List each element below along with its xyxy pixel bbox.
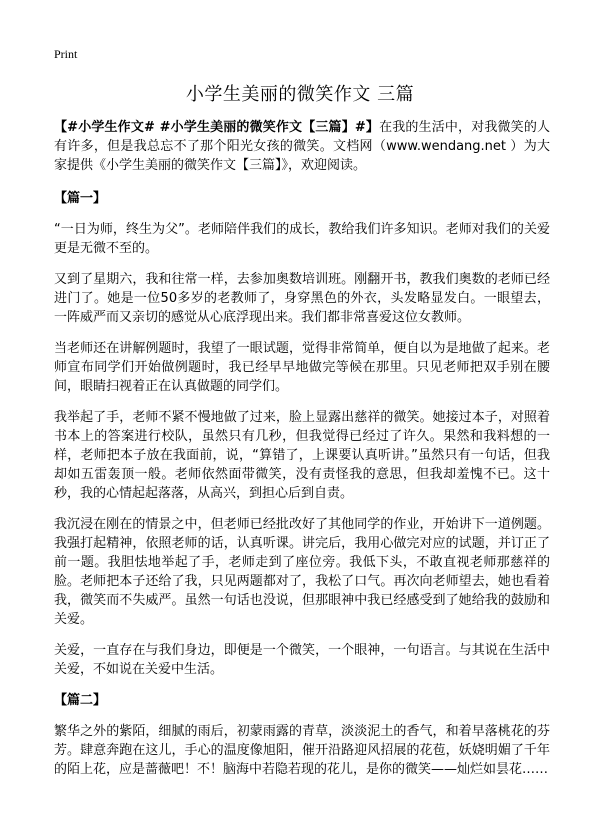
intro-paragraph (54, 118, 550, 175)
paragraph: 我沉浸在刚在的情景之中，但老师已经批改好了其他同学的作业，开始讲下一道例题。我强打起精神，依照老师的话，认真听课。讲完后，我用心做完对应的试题，并订正了前一题。我胆怯地举起了手，老师走到了座位旁。我低下头，不敢直视老师那慈祥的脸。老师把本子还给了我，只见两题都对了，我松了口气。再次向老师望去，她也看着我，微笑而不失威严。虽然一句话也没说，但那眼神中我已经感受到了她给我的鼓励和关爱。 (54, 517, 550, 627)
section-heading-1: 【篇一】 (54, 191, 107, 206)
article-body (54, 118, 550, 791)
paragraph: 当老师还在讲解例题时，我望了一眼试题，觉得非常简单，便自以为是地做了起来。老师宣布同学们开始做例题时，我已经早早地做完等候在那里。只见老师把双手别在腰间，眼睛扫视着正在认真做题的同学们。 (54, 341, 550, 394)
paragraph: 我举起了手，老师不紧不慢地做了过来，脸上显露出慈祥的微笑。她接过本子，对照着书本上的答案进行校队，虽然只有几秒，但我觉得已经过了许久。果然和我料想的一样，老师把本子放在我面前，说，“算错了，上课要认真听讲。”虽然只有一句话，但我却如五雷轰顶一般。老师依然面带微笑，没有责怪我的意思，但我却羞愧不已。这十秒，我的心情起起落落，从高兴，到担心后到自责。 (54, 410, 550, 501)
intro-text: 在我的生活中，对我微笑的人有许多，但是我总忘不了那个阳光女孩的微笑。文档网（www.wendang.net ）为大家提供《小学生美丽的微笑作文【三篇】》，欢迎阅读。 (54, 120, 550, 173)
section-heading-2: 【篇二】 (54, 693, 107, 708)
paragraph: 繁华之外的紫陌，细腻的雨后，初蒙雨露的青草，淡淡泥土的香气，和着早落桃花的芬芳。肆意奔跑在这儿，手心的温度像旭阳，催开沿路迎风招展的花苞，妖娆明媚了千年的陌上花，应是蔷薇吧！不！脑海中若隐若现的花儿，是你的微笑——灿烂如昙花…… (54, 724, 550, 777)
page-title: 小学生美丽的微笑作文 三篇 (185, 84, 415, 105)
paragraph: 又到了星期六，我和往常一样，去参加奥数培训班。刚翻开书，教我们奥数的老师已经进门了。她是一位50多岁的老教师了，身穿黑色的外衣，头发略显发白。一眼望去，一阵威严而又亲切的感觉从心底浮现出来。我们都非常喜爱这位女教师。 (54, 272, 550, 325)
print-label: Print (54, 47, 78, 61)
paragraph: 关爱，一直存在与我们身边，即便是一个微笑，一个眼神，一句语言。与其说在生活中关爱，不如说在关爱中生活。 (54, 643, 550, 677)
paragraph: “一日为师，终生为父”。老师陪伴我们的成长，教给我们许多知识。老师对我们的关爱更是无微不至的。 (54, 222, 550, 256)
intro-lead: 【#小学生作文# #小学生美丽的微笑作文【三篇】#】 (54, 120, 380, 135)
